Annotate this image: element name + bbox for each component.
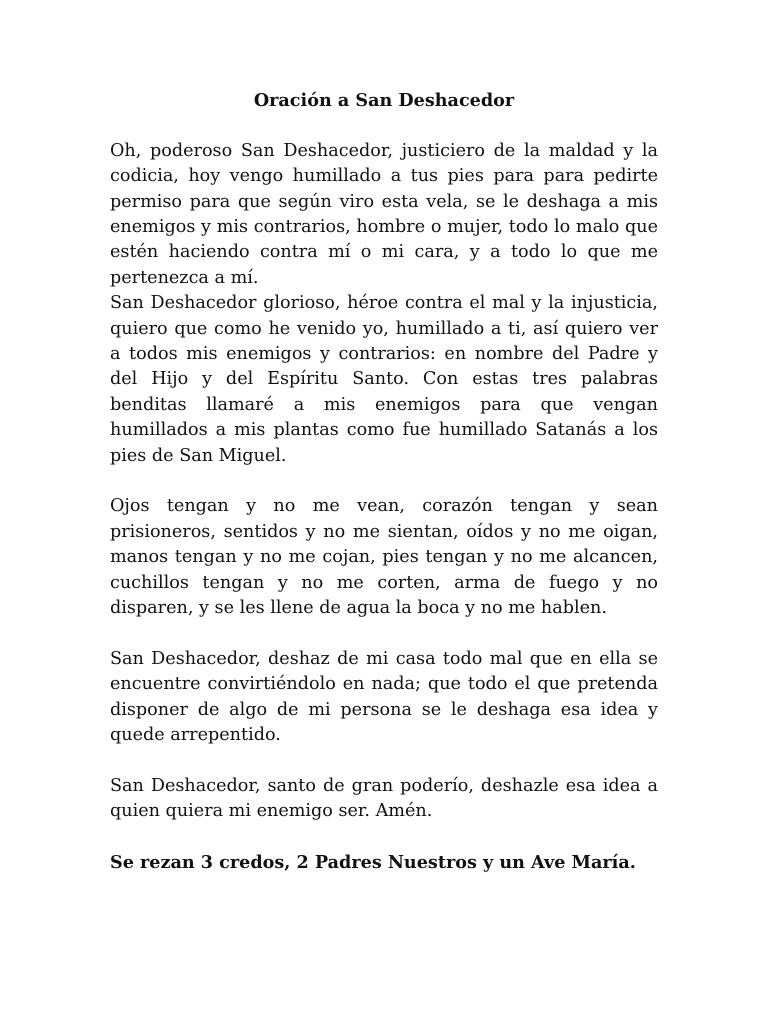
prayer-paragraph-3: Ojos tengan y no me vean, corazón tengan y sean prisioneros, sentidos y no me sientan, oídos y no me oigan, manos tengan y no me cojan, pies tengan y no me alcancen, cuchillos tengan y no me corten, arma de fuego y no disparen, y se les llene de agua la boca y no me hablen. <box>110 496 658 619</box>
document-title: Oración a San Deshacedor <box>253 90 515 111</box>
document-page <box>110 88 658 876</box>
prayer-paragraph-5: San Deshacedor, santo de gran poderío, deshazle esa idea a quien quiera mi enemigo ser. Amén. <box>110 775 658 822</box>
prayer-paragraph-2: San Deshacedor glorioso, héroe contra el mal y la injusticia, quiero que como he venido yo, humillado a ti, así quiero ver a todos mis enemigos y contrarios: en nombre del Padre y del Hijo y del Espíritu Santo. Con estas tres palabras benditas llamaré a mis enemigos para que vengan humillados a mis plantas como fue humillado Satanás a los pies de San Miguel. <box>110 293 658 466</box>
prayer-paragraph-1: Oh, poderoso San Deshacedor, justiciero de la maldad y la codicia, hoy vengo humillado a tus pies para para pedirte permiso para que según viro esta vela, se le deshaga a mis enemigos y mis contrarios, hombre o mujer, todo lo malo que estén haciendo contra mí o mi cara, y a todo lo que me pertenezca a mí. <box>110 140 658 288</box>
prayer-instructions: Se rezan 3 credos, 2 Padres Nuestros y un Ave María. <box>110 852 636 874</box>
prayer-paragraph-4: San Deshacedor, deshaz de mi casa todo mal que en ella se encuentre convirtiéndolo en nada; que todo el que pretenda disponer de algo de mi persona se le deshaga esa idea y quede arrepentido. <box>110 648 658 746</box>
